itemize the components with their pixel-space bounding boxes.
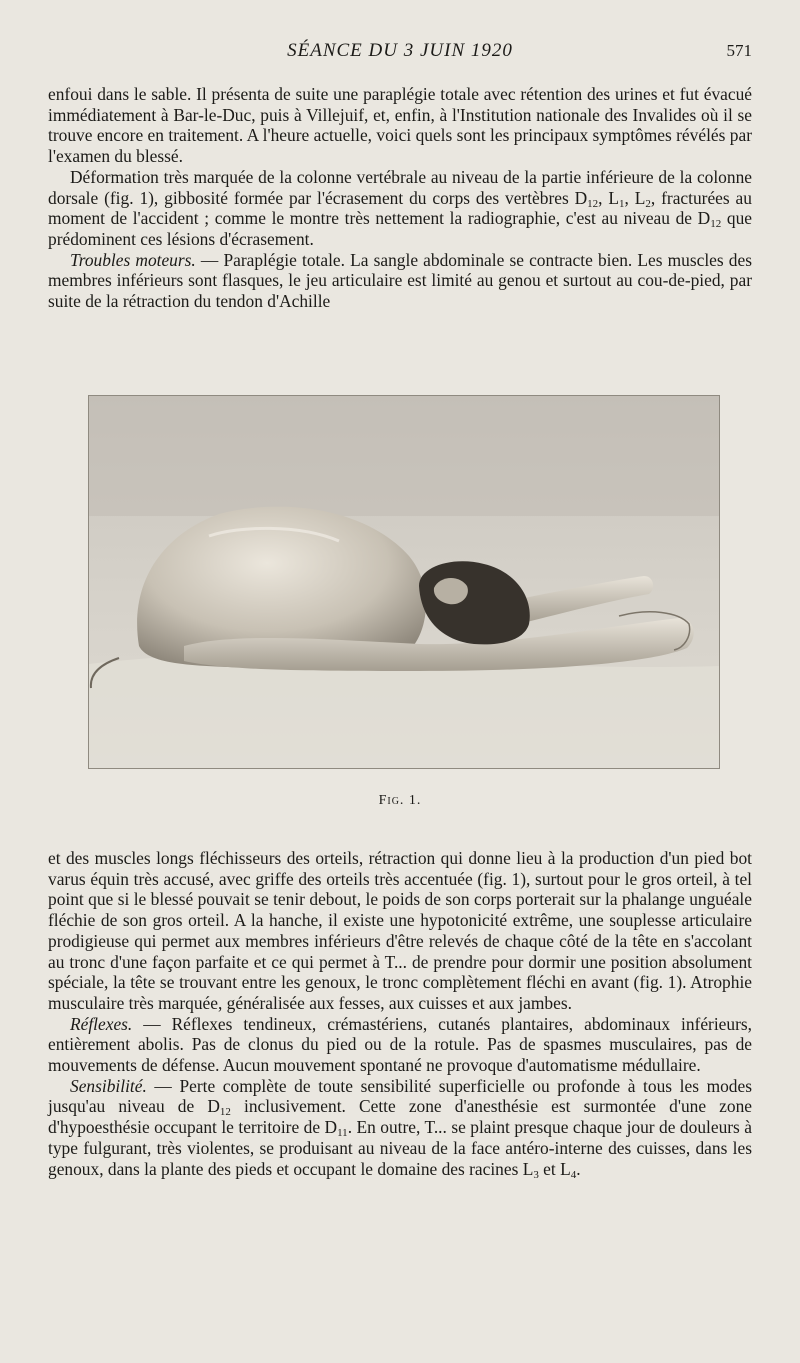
subscript: 4 xyxy=(570,1168,577,1181)
figure-1-photograph xyxy=(88,395,720,769)
paragraph-5 xyxy=(48,1014,752,1076)
text-block-top xyxy=(48,84,752,312)
paragraph-3-text: — Paraplégie totale. La sangle abdominale se contracte bien. Les muscles des membres inférieurs sont flasques, le jeu articulaire est limité au genou et surtout au cou-de-pied, par suite de la rétraction du tendon d'Achille xyxy=(48,249,752,312)
subscript: 2 xyxy=(645,197,651,210)
paragraph-2-part: Déformation très marquée de la colonne vertébrale au niveau de la partie inférieure de la colonne dorsale (fig. 1), gibbosité formée par l'écrasement du corps des vertèbres D xyxy=(48,166,752,208)
paragraph-6-part: . xyxy=(576,1158,581,1179)
paragraph-6-part: . En outre, T... se plaint presque chaque jour de douleurs à type fulgurant, très violentes, se produisant au niveau de la face antéro-interne des cuisses, dans les genoux, dans la plante des pieds et occupant le domaine des racines L xyxy=(48,1117,752,1179)
figure-photo xyxy=(89,396,719,768)
section-lead-sensibilite: Sensibilité. xyxy=(70,1075,147,1096)
section-lead-troubles-moteurs: Troubles moteurs. xyxy=(70,249,196,270)
subscript: 1 xyxy=(619,197,625,210)
paragraph-1: enfoui dans le sable. Il présenta de suite une paraplégie totale avec rétention des urines et fut évacué immédiatement à Bar-le-Duc, puis à Villejuif, et, enfin, à l'Institution nationale des Invalides où il se trouve encore en traitement. A l'heure actuelle, voici quels sont les principaux symptômes révélés par l'examen du blessé. xyxy=(48,84,752,167)
paragraph-6 xyxy=(48,1076,752,1180)
paragraph-6-part: — Perte complète de toute sensibilité superficielle ou profonde à tous les modes jusqu'au niveau de D xyxy=(48,1075,752,1117)
running-head xyxy=(48,40,752,68)
paragraph-6-part: et L xyxy=(538,1158,571,1179)
section-lead-reflexes: Réflexes. xyxy=(70,1013,133,1034)
paragraph-2-part: , L xyxy=(598,187,620,208)
subscript: 12 xyxy=(219,1106,231,1119)
paragraph-3 xyxy=(48,250,752,312)
subscript: 11 xyxy=(337,1127,348,1140)
paragraph-2-part: , fracturées au moment de l'accident ; comme le montre très nettement la radiographie, c'est au niveau de D xyxy=(48,187,752,229)
figure-caption: Fig. 1. xyxy=(378,793,422,808)
page-number: 571 xyxy=(726,41,752,60)
paragraph-6-part: inclusivement. Cette zone d'anesthésie est surmontée d'une zone d'hypoesthésie occupant le territoire de D xyxy=(48,1096,752,1138)
subscript: 12 xyxy=(587,197,599,210)
running-title: SÉANCE DU 3 JUIN 1920 xyxy=(287,40,513,61)
paragraph-4: et des muscles longs fléchisseurs des orteils, rétraction qui donne lieu à la production d'un pied bot varus équin très accusé, avec griffe des orteils très accentuée (fig. 1), surtout pour le gros orteil, à tel point que si le blessé pouvait se tenir debout, le poids de son corps porterait sur la phalange unguéale fléchie de son gros orteil. A la hanche, il existe une hypotonicité extrême, une souplesse articulaire prodigieuse qui permet aux membres inférieurs d'être relevés de chaque côté de la tête en s'accolant au tronc d'une façon parfaite et ce qui permet à T... de prendre pour dormir une position absolument spéciale, la tête se trouvant entre les genoux, le tronc complètement fléchi en avant (fig. 1). Atrophie musculaire très marquée, généralisée aux fesses, aux cuisses et aux jambes. xyxy=(48,848,752,1013)
paragraph-2-part: que prédominent ces lésions d'écrasement. xyxy=(48,208,752,249)
subscript: 12 xyxy=(710,218,722,231)
paragraph-2 xyxy=(48,167,752,250)
text-block-bottom xyxy=(48,848,752,1179)
subscript: 3 xyxy=(533,1168,539,1181)
paragraph-2-part: , L xyxy=(624,187,646,208)
paragraph-5-text: — Réflexes tendineux, crémastériens, cutanés plantaires, abdominaux inférieurs, entièrement abolis. Pas de clonus du pied ou de la rotule. Pas de spasmes musculaires, pas de mouvements de défense. Aucun mouvement spontané ne provoque d'automatisme médullaire. xyxy=(48,1013,752,1076)
